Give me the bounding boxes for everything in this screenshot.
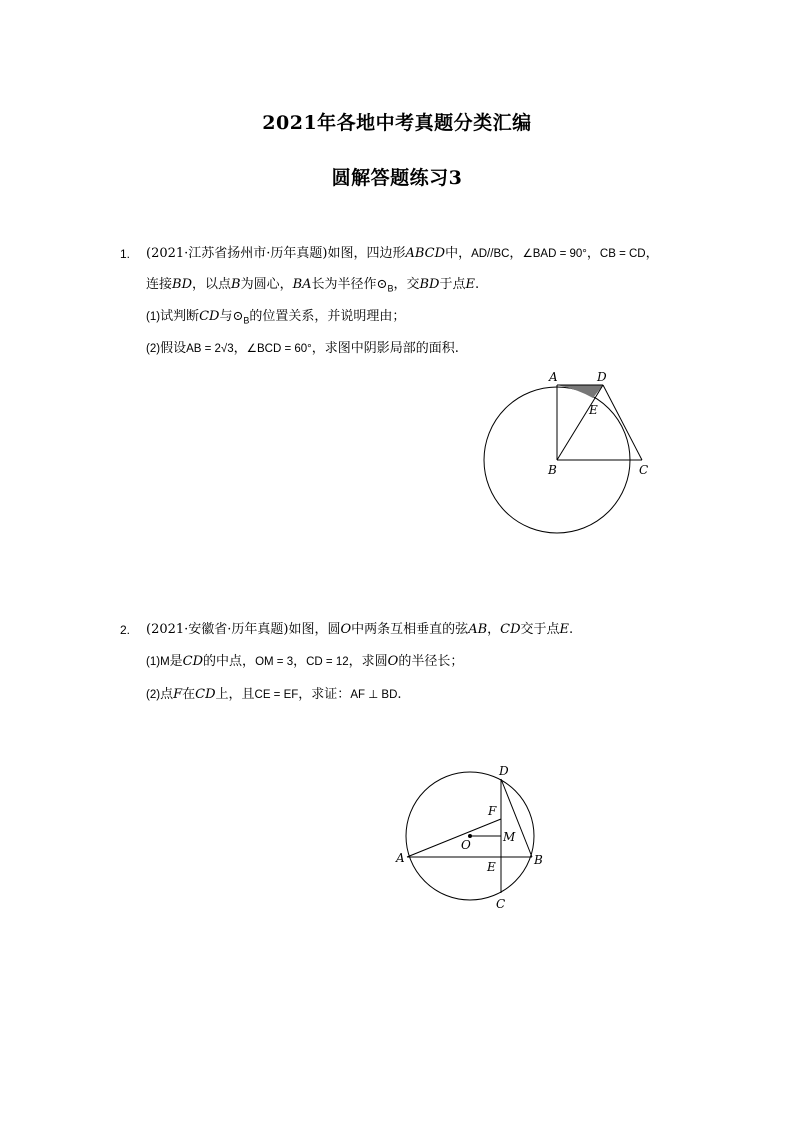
question-2-number: 2. [120, 623, 131, 637]
q2-p1-text-c: 的中点， [203, 654, 256, 669]
q1-p1-var-cd: CD [199, 309, 220, 324]
q2-p1-text-d: ， [293, 654, 307, 669]
q2-label-d: D [499, 764, 509, 778]
q1-l2-text-g: . [474, 277, 480, 292]
q1-l2-var-ba: BA [292, 277, 312, 292]
q2-p1-cond-om: OM = 3 [255, 656, 294, 668]
q2-l1-text-d: 交于点 [520, 622, 560, 637]
q1-l1-text-d: ， [509, 246, 523, 261]
q2-l1-var-e: E [559, 622, 570, 637]
q1-p2-label: (2) [146, 343, 161, 355]
q1-l1-text-f: ， [645, 246, 659, 261]
q1-l1-cond-parallel: AD//BC [471, 248, 510, 260]
q1-p1-text-b: 试判断 [160, 309, 200, 324]
q1-label-a: A [549, 370, 558, 384]
q1-label-c: C [639, 463, 649, 477]
q2-p2-text-d: 上，且 [215, 687, 255, 702]
q1-l2-text-f: 于点 [439, 277, 466, 292]
q2-l1-text-c: ， [487, 622, 501, 637]
q1-l2-text-d: 长为半径作⊙ [311, 277, 388, 292]
q2-label-m: M [503, 830, 516, 844]
q2-p1-text-e: ，求圆 [348, 654, 388, 669]
q2-p1-var-cd: CD [182, 654, 204, 669]
q1-l2-text-b: ，以点 [192, 277, 232, 292]
q2-p2-label: (2) [146, 689, 161, 701]
q2-p2-text-e: ，求证： [298, 687, 351, 702]
q1-p1-sub-b: B [243, 315, 250, 326]
q1-l2-var-bd: BD [172, 277, 192, 292]
q2-l1-text-a: (2021·安徽省·历年真题)如图，圆 [146, 622, 341, 637]
q1-label-d: D [597, 370, 607, 384]
q2-p1-cond-cd: CD = 12 [306, 656, 349, 668]
q1-p1-text-c: 与⊙ [219, 309, 244, 324]
q2-p2-text-f: . [397, 687, 402, 702]
question-1-number: 1. [120, 247, 131, 261]
page-title: 2021年各地中考真题分类汇编 [262, 112, 532, 134]
q2-l1-text-e: . [569, 622, 574, 637]
q1-p2-text-b: 假设 [160, 341, 187, 356]
q2-label-e: E [487, 860, 496, 874]
q1-p1-text-d: 的位置关系，并说明理由； [249, 309, 406, 324]
q2-p2-cond-ce-ef: CE = EF [254, 689, 299, 701]
q2-l1-text-b: 中两条互相垂直的弦 [351, 622, 469, 637]
q1-l1-cond-equal: CB = CD [599, 248, 646, 260]
q2-p1-label: (1) [146, 656, 161, 668]
page-subtitle: 圆解答题练习3 [331, 167, 463, 189]
q2-l1-var-ab: AB [468, 622, 488, 637]
q1-l1-cond-angle: ∠BAD = 90° [522, 248, 587, 260]
q2-p1-point-m: M [160, 656, 170, 668]
q2-segment-bd [501, 779, 532, 857]
q2-p2-cond-perp: AF ⊥ BD [350, 689, 398, 701]
q1-l1-text-a: (2021·江苏省扬州市·历年真题)如图，四边形 [146, 246, 406, 261]
q2-l1-var-cd: CD [500, 622, 521, 637]
q1-p2-cond-ab: AB = 2√3 [186, 343, 234, 355]
q2-p2-text-b: 点 [160, 687, 174, 702]
q1-l2-var-b: B [231, 277, 241, 292]
q1-label-b: B [548, 463, 557, 477]
q1-p1-label: (1) [146, 311, 161, 323]
q2-p1-text-f: 的半径长； [398, 654, 464, 669]
q2-segment-af [407, 819, 501, 857]
q1-l2-sub-b: B [387, 283, 394, 294]
q1-l1-text-e: ， [586, 246, 600, 261]
q1-l2-text-a: 连接 [146, 277, 173, 292]
q2-label-a: A [396, 851, 405, 865]
q2-label-f: F [488, 804, 497, 818]
q2-p1-var-o: O [387, 654, 399, 669]
q2-p2-var-cd: CD [195, 687, 216, 702]
q2-p1-text-b: 是 [169, 654, 183, 669]
q1-l1-var-abcd: ABCD [405, 246, 446, 261]
q1-label-e: E [589, 403, 598, 417]
q1-p2-text-d: ， [233, 341, 247, 356]
q2-l1-var-o: O [340, 622, 352, 637]
q2-label-o: O [461, 838, 471, 852]
q1-l1-text-b: 中， [445, 246, 472, 261]
q2-p2-var-f: F [173, 687, 183, 702]
q2-p2-text-c: 在 [182, 687, 196, 702]
q2-label-c: C [496, 897, 506, 911]
q1-p2-text-e: ，求图中阴影局部的面积. [311, 341, 459, 356]
q1-l2-text-e: ，交 [393, 277, 420, 292]
q1-p2-cond-angle: ∠BCD = 60° [246, 343, 312, 355]
q2-label-b: B [534, 853, 543, 867]
q1-l2-var-bd2: BD [419, 277, 440, 292]
q1-l2-var-e: E [465, 277, 475, 292]
q1-l2-text-c: 为圆心， [240, 277, 293, 292]
